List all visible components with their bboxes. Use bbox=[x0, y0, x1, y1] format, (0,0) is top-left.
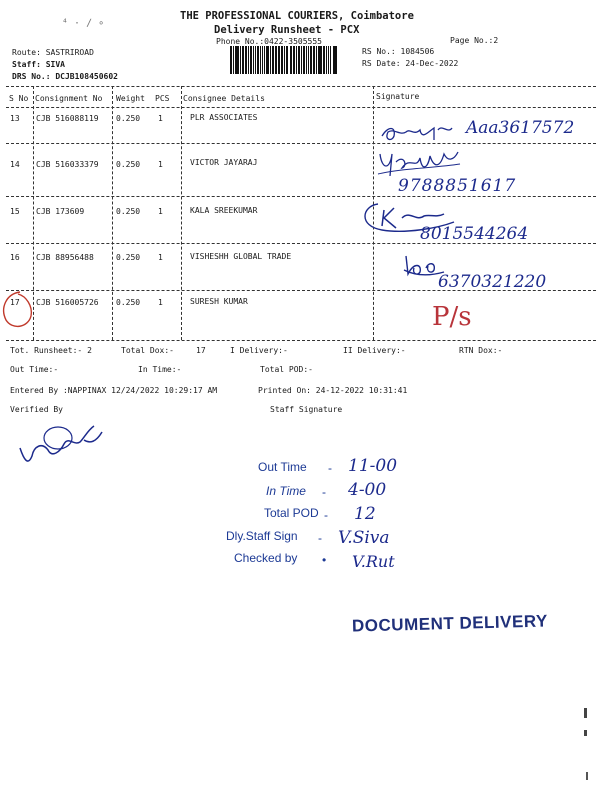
barcode-bar bbox=[298, 46, 300, 74]
table-row-sno: 13 bbox=[10, 114, 20, 123]
barcode-bar bbox=[313, 46, 315, 74]
col-rule bbox=[112, 86, 113, 340]
barcode-bar bbox=[278, 46, 280, 74]
table-row-consignee: PLR ASSOCIATES bbox=[190, 113, 258, 122]
barcode-bar bbox=[316, 46, 317, 74]
signature-row14 bbox=[374, 146, 464, 180]
staff-label: Staff: SIVA bbox=[12, 60, 65, 69]
stamp-label-checked-by: Checked by bbox=[234, 551, 298, 565]
barcode-bar bbox=[245, 46, 247, 74]
rtn-dox: RTN Dox:- bbox=[459, 346, 503, 355]
table-row-weight: 0.250 bbox=[116, 298, 141, 307]
table-row-consignee: VISHESHH GLOBAL TRADE bbox=[190, 252, 292, 261]
barcode-bar bbox=[301, 46, 302, 74]
stamp-dot: • bbox=[322, 553, 327, 567]
stamp-dash: - bbox=[322, 485, 326, 499]
table-row-pcs: 1 bbox=[158, 298, 163, 307]
ii-delivery: II Delivery:- bbox=[343, 346, 406, 355]
route-label: Route: SASTRIROAD bbox=[12, 48, 94, 57]
barcode-bar bbox=[248, 46, 249, 74]
phone-number: Phone No.:0422-3505555 bbox=[216, 37, 322, 46]
staff-signature-label: Staff Signature bbox=[270, 405, 343, 414]
handwritten-number-row14: 9788851617 bbox=[398, 176, 517, 196]
table-row-consignment: CJB 516005726 bbox=[36, 298, 99, 307]
handwritten-in-time: 4-00 bbox=[348, 480, 387, 500]
stamp-dash: - bbox=[324, 508, 328, 522]
printed-on: Printed On: 24-12-2022 10:31:41 bbox=[258, 386, 408, 395]
barcode-bar bbox=[293, 46, 295, 74]
barcode-bar bbox=[233, 46, 234, 74]
rs-date: RS Date: 24-Dec-2022 bbox=[362, 59, 459, 68]
table-row-consignee: SURESH KUMAR bbox=[190, 297, 248, 306]
tot-runsheet: Tot. Runsheet:- 2 bbox=[10, 346, 92, 355]
barcode-bar bbox=[306, 46, 307, 74]
out-time-label: Out Time:- bbox=[10, 365, 59, 374]
table-row-weight: 0.250 bbox=[116, 160, 141, 169]
total-dox-value: 17 bbox=[196, 346, 206, 355]
table-row-sno: 15 bbox=[10, 207, 20, 216]
table-header-rule bbox=[6, 107, 596, 108]
in-time-label: In Time:- bbox=[138, 365, 182, 374]
doc-title: Delivery Runsheet - PCX bbox=[214, 24, 360, 36]
barcode-bar bbox=[286, 46, 289, 74]
handwritten-number-row16: 6370321220 bbox=[438, 272, 547, 292]
scan-edge-mark bbox=[586, 772, 588, 780]
barcode-bar bbox=[257, 46, 259, 74]
barcode-bar bbox=[303, 46, 306, 74]
stamp-label-total-pod: Total POD bbox=[264, 506, 319, 520]
barcode-bar bbox=[296, 46, 297, 74]
barcode-bar bbox=[323, 46, 325, 74]
table-row-consignment: CJB 88956488 bbox=[36, 253, 94, 262]
stamp-label-out-time: Out Time bbox=[258, 460, 307, 474]
stamp-dash: - bbox=[318, 531, 322, 545]
table-row-pcs: 1 bbox=[158, 114, 163, 123]
handwritten-number-row15: 8015544264 bbox=[420, 224, 529, 244]
header-weight: Weight bbox=[116, 94, 145, 103]
barcode-bar bbox=[310, 46, 312, 74]
table-row-pcs: 1 bbox=[158, 253, 163, 262]
stamp-dash: - bbox=[328, 461, 332, 475]
barcode-bar bbox=[272, 46, 274, 74]
header-signature: Signature bbox=[376, 92, 420, 101]
barcode-bar bbox=[334, 46, 337, 74]
table-row-sno: 14 bbox=[10, 160, 20, 169]
table-row-consignee: KALA SREEKUMAR bbox=[190, 206, 258, 215]
col-rule bbox=[181, 86, 182, 340]
barcode-bar bbox=[291, 46, 292, 74]
total-pod-label: Total POD:- bbox=[260, 365, 313, 374]
row-rule bbox=[6, 143, 596, 144]
table-row-pcs: 1 bbox=[158, 160, 163, 169]
handwritten-out-time: 11-00 bbox=[348, 456, 398, 476]
barcode-bar bbox=[236, 46, 239, 74]
barcode-bar bbox=[242, 46, 244, 74]
barcode-bar bbox=[250, 46, 253, 74]
table-bottom-rule bbox=[6, 340, 596, 341]
header-consignment: Consignment No bbox=[35, 94, 103, 103]
red-circle-mark bbox=[0, 288, 34, 332]
document-delivery-stamp: DOCUMENT DELIVERY bbox=[351, 611, 549, 636]
handwritten-total-pod: 12 bbox=[354, 504, 376, 524]
table-row-consignment: CJB 516033379 bbox=[36, 160, 99, 169]
barcode-bar bbox=[230, 46, 232, 74]
table-row-pcs: 1 bbox=[158, 207, 163, 216]
scan-edge-mark bbox=[584, 730, 587, 736]
page-number: Page No.:2 bbox=[450, 36, 499, 45]
barcode-bar bbox=[266, 46, 269, 74]
i-delivery: I Delivery:- bbox=[230, 346, 288, 355]
barcode-bar bbox=[330, 46, 332, 74]
top-scribble: ⁴ · ∕ ∘ bbox=[62, 18, 105, 29]
company-title: THE PROFESSIONAL COURIERS, Coimbatore bbox=[180, 10, 414, 22]
table-row-sno: 16 bbox=[10, 253, 20, 262]
drs-number: DRS No.: DCJB108450602 bbox=[12, 72, 118, 81]
total-dox-label: Total Dox:- bbox=[121, 346, 174, 355]
barcode-bar bbox=[276, 46, 277, 74]
verified-by-label: Verified By bbox=[10, 405, 63, 414]
barcode-bar bbox=[262, 46, 263, 74]
stamp-label-in-time: In Time bbox=[266, 484, 306, 498]
table-row-consignee: VICTOR JAYARAJ bbox=[190, 158, 258, 167]
rs-number: RS No.: 1084506 bbox=[362, 47, 435, 56]
header-consignee: Consignee Details bbox=[183, 94, 265, 103]
table-row-consignment: CJB 516088119 bbox=[36, 114, 99, 123]
row-rule bbox=[6, 196, 596, 197]
table-row-weight: 0.250 bbox=[116, 207, 141, 216]
barcode-bar bbox=[319, 46, 322, 74]
table-row-consignment: CJB 173609 bbox=[36, 207, 85, 216]
handwritten-note-row17: P/s bbox=[432, 302, 472, 332]
table-top-rule bbox=[6, 86, 596, 87]
handwritten-checked-by: V.Rut bbox=[352, 552, 395, 571]
handwritten-number-row13: Aaa3617572 bbox=[466, 118, 575, 138]
scan-edge-mark bbox=[584, 708, 587, 718]
header-pcs: PCS bbox=[155, 94, 170, 103]
header-sno: S No bbox=[9, 94, 29, 103]
table-row-weight: 0.250 bbox=[116, 114, 141, 123]
signature-row13 bbox=[378, 122, 458, 146]
verifier-signature bbox=[14, 416, 114, 472]
stamp-label-dly-staff-sign: Dly.Staff Sign bbox=[226, 529, 298, 543]
table-row-weight: 0.250 bbox=[116, 253, 141, 262]
entered-by: Entered By :NAPPINAX 12/24/2022 10:29:17 AM bbox=[10, 386, 218, 395]
barcode-bar bbox=[281, 46, 283, 74]
barcode-bar bbox=[264, 46, 266, 74]
handwritten-staff-sign: V.Siva bbox=[338, 528, 390, 548]
table-row-sno: 17 bbox=[10, 298, 20, 307]
barcode-bar bbox=[326, 46, 327, 74]
barcode-bar bbox=[253, 46, 254, 74]
barcode bbox=[230, 46, 350, 74]
